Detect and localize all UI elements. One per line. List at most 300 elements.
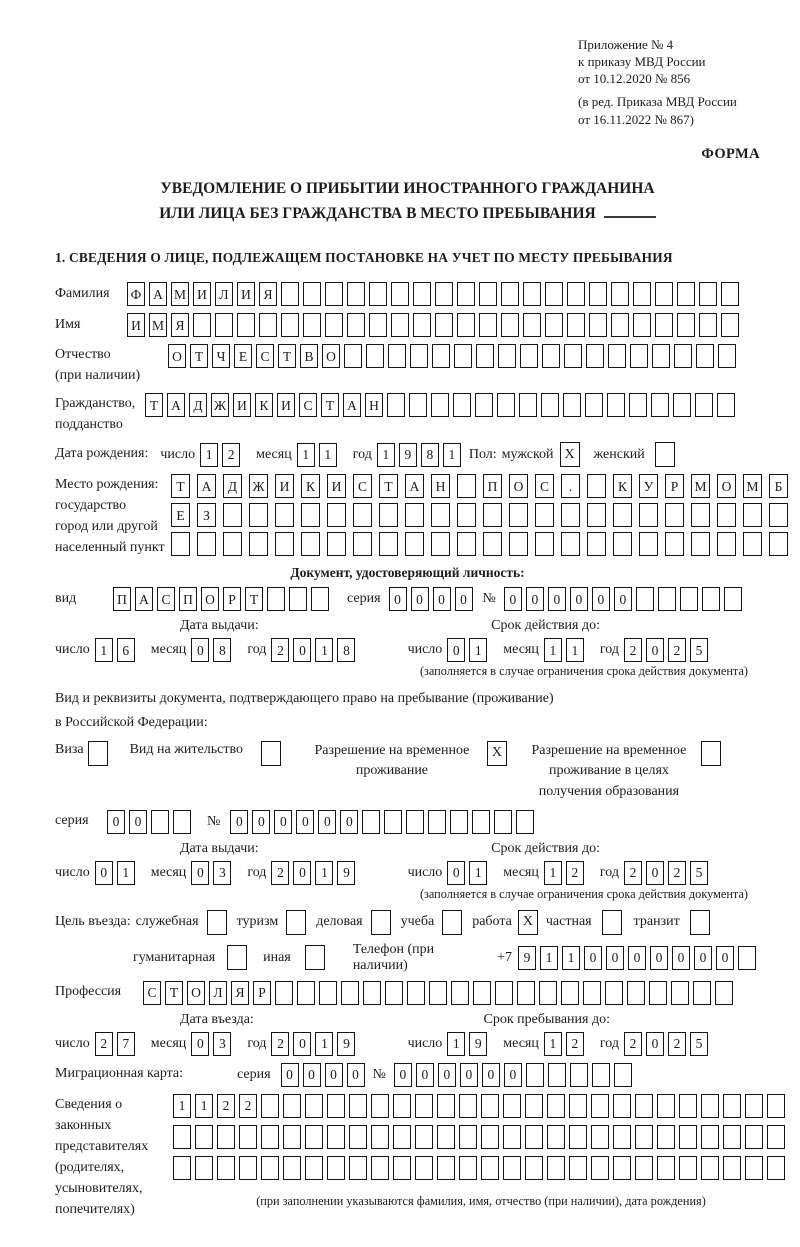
char-box[interactable] bbox=[453, 393, 471, 417]
char-box[interactable] bbox=[561, 503, 580, 527]
char-box[interactable] bbox=[679, 1125, 697, 1149]
char-box[interactable]: 1 bbox=[315, 861, 333, 885]
char-box[interactable] bbox=[327, 503, 346, 527]
char-box[interactable] bbox=[435, 282, 453, 306]
char-box[interactable] bbox=[649, 981, 667, 1005]
char-box[interactable] bbox=[391, 282, 409, 306]
char-box[interactable] bbox=[193, 313, 211, 337]
char-box[interactable]: Я bbox=[171, 313, 189, 337]
char-box[interactable] bbox=[413, 313, 431, 337]
char-box[interactable] bbox=[223, 532, 242, 556]
char-box[interactable] bbox=[428, 810, 446, 834]
char-box[interactable]: 0 bbox=[340, 810, 358, 834]
char-box[interactable] bbox=[281, 313, 299, 337]
char-box[interactable] bbox=[237, 313, 255, 337]
char-box[interactable] bbox=[415, 1125, 433, 1149]
char-box[interactable] bbox=[413, 282, 431, 306]
char-box[interactable] bbox=[717, 393, 735, 417]
char-box[interactable] bbox=[366, 344, 384, 368]
char-box[interactable] bbox=[671, 981, 689, 1005]
char-box[interactable] bbox=[547, 1156, 565, 1180]
char-box[interactable] bbox=[569, 1125, 587, 1149]
char-box[interactable]: Я bbox=[231, 981, 249, 1005]
char-box[interactable]: З bbox=[197, 503, 216, 527]
char-box[interactable] bbox=[591, 1156, 609, 1180]
char-box[interactable] bbox=[717, 503, 736, 527]
char-box[interactable]: У bbox=[639, 474, 658, 498]
char-box[interactable] bbox=[457, 503, 476, 527]
char-box[interactable] bbox=[657, 1156, 675, 1180]
char-box[interactable] bbox=[569, 1094, 587, 1118]
char-box[interactable]: 1 bbox=[95, 638, 113, 662]
char-box[interactable]: 0 bbox=[592, 587, 610, 611]
char-box[interactable] bbox=[677, 282, 695, 306]
char-box[interactable]: Е bbox=[171, 503, 190, 527]
char-box[interactable] bbox=[217, 1125, 235, 1149]
char-box[interactable] bbox=[613, 1094, 631, 1118]
char-box[interactable]: К bbox=[613, 474, 632, 498]
char-box[interactable] bbox=[275, 981, 293, 1005]
char-box[interactable] bbox=[674, 344, 692, 368]
char-box[interactable] bbox=[743, 532, 762, 556]
char-box[interactable] bbox=[347, 282, 365, 306]
char-box[interactable]: 0 bbox=[129, 810, 147, 834]
char-box[interactable] bbox=[459, 1156, 477, 1180]
char-box[interactable] bbox=[481, 1125, 499, 1149]
char-box[interactable]: М bbox=[691, 474, 710, 498]
char-box[interactable]: 0 bbox=[614, 587, 632, 611]
char-box[interactable] bbox=[415, 1156, 433, 1180]
char-box[interactable] bbox=[409, 393, 427, 417]
char-box[interactable]: Т bbox=[145, 393, 163, 417]
char-box[interactable] bbox=[379, 532, 398, 556]
char-box[interactable]: Д bbox=[223, 474, 242, 498]
char-box[interactable]: 0 bbox=[548, 587, 566, 611]
char-box[interactable] bbox=[501, 282, 519, 306]
char-box[interactable] bbox=[693, 981, 711, 1005]
char-box[interactable] bbox=[173, 1156, 191, 1180]
char-box[interactable] bbox=[301, 532, 320, 556]
char-box[interactable] bbox=[384, 810, 402, 834]
char-box[interactable] bbox=[239, 1125, 257, 1149]
sex-female-checkbox[interactable] bbox=[655, 442, 675, 467]
char-box[interactable] bbox=[589, 282, 607, 306]
char-box[interactable]: 1 bbox=[469, 861, 487, 885]
char-box[interactable] bbox=[475, 393, 493, 417]
char-box[interactable] bbox=[614, 1063, 632, 1087]
char-box[interactable]: 2 bbox=[624, 861, 642, 885]
char-box[interactable]: 0 bbox=[281, 1063, 299, 1087]
char-box[interactable]: 1 bbox=[319, 443, 337, 467]
char-box[interactable]: 2 bbox=[239, 1094, 257, 1118]
char-box[interactable] bbox=[327, 1125, 345, 1149]
char-box[interactable] bbox=[677, 313, 695, 337]
char-box[interactable] bbox=[261, 1156, 279, 1180]
char-box[interactable] bbox=[261, 1125, 279, 1149]
char-box[interactable] bbox=[745, 1094, 763, 1118]
char-box[interactable]: Ж bbox=[249, 474, 268, 498]
char-box[interactable]: Н bbox=[431, 474, 450, 498]
char-box[interactable] bbox=[301, 503, 320, 527]
char-box[interactable]: 1 bbox=[443, 443, 461, 467]
char-box[interactable]: 9 bbox=[337, 1032, 355, 1056]
char-box[interactable] bbox=[385, 981, 403, 1005]
char-box[interactable] bbox=[305, 1156, 323, 1180]
char-box[interactable]: 0 bbox=[482, 1063, 500, 1087]
char-box[interactable] bbox=[501, 313, 519, 337]
temp-residence-checkbox[interactable]: X bbox=[487, 741, 507, 766]
char-box[interactable]: Р bbox=[253, 981, 271, 1005]
char-box[interactable] bbox=[325, 282, 343, 306]
char-box[interactable] bbox=[349, 1156, 367, 1180]
purpose-business-checkbox[interactable] bbox=[371, 910, 391, 935]
char-box[interactable] bbox=[267, 587, 285, 611]
char-box[interactable]: И bbox=[193, 282, 211, 306]
char-box[interactable] bbox=[520, 344, 538, 368]
char-box[interactable] bbox=[327, 532, 346, 556]
char-box[interactable] bbox=[767, 1094, 785, 1118]
char-box[interactable] bbox=[651, 393, 669, 417]
char-box[interactable] bbox=[387, 393, 405, 417]
char-box[interactable] bbox=[696, 344, 714, 368]
char-box[interactable]: 1 bbox=[469, 638, 487, 662]
char-box[interactable] bbox=[589, 313, 607, 337]
char-box[interactable] bbox=[723, 1156, 741, 1180]
char-box[interactable]: 0 bbox=[694, 946, 712, 970]
char-box[interactable]: 0 bbox=[606, 946, 624, 970]
char-box[interactable] bbox=[261, 1094, 279, 1118]
char-box[interactable]: 5 bbox=[690, 1032, 708, 1056]
char-box[interactable] bbox=[173, 810, 191, 834]
char-box[interactable] bbox=[457, 282, 475, 306]
char-box[interactable]: 2 bbox=[95, 1032, 113, 1056]
char-box[interactable] bbox=[195, 1125, 213, 1149]
char-box[interactable]: 0 bbox=[447, 638, 465, 662]
char-box[interactable] bbox=[724, 587, 742, 611]
char-box[interactable]: 2 bbox=[624, 1032, 642, 1056]
char-box[interactable]: В bbox=[300, 344, 318, 368]
char-box[interactable]: 8 bbox=[213, 638, 231, 662]
char-box[interactable] bbox=[297, 981, 315, 1005]
char-box[interactable] bbox=[691, 532, 710, 556]
char-box[interactable]: А bbox=[405, 474, 424, 498]
char-box[interactable]: 0 bbox=[646, 638, 664, 662]
char-box[interactable]: 1 bbox=[315, 638, 333, 662]
char-box[interactable]: Б bbox=[769, 474, 788, 498]
char-box[interactable] bbox=[721, 282, 739, 306]
char-box[interactable]: И bbox=[233, 393, 251, 417]
char-box[interactable] bbox=[547, 1125, 565, 1149]
char-box[interactable]: П bbox=[113, 587, 131, 611]
char-box[interactable] bbox=[473, 981, 491, 1005]
char-box[interactable] bbox=[702, 587, 720, 611]
char-box[interactable] bbox=[767, 1156, 785, 1180]
char-box[interactable] bbox=[567, 282, 585, 306]
char-box[interactable]: С bbox=[535, 474, 554, 498]
char-box[interactable]: О bbox=[168, 344, 186, 368]
char-box[interactable] bbox=[223, 503, 242, 527]
char-box[interactable]: 0 bbox=[460, 1063, 478, 1087]
char-box[interactable]: О bbox=[509, 474, 528, 498]
char-box[interactable]: 0 bbox=[416, 1063, 434, 1087]
char-box[interactable]: 1 bbox=[195, 1094, 213, 1118]
char-box[interactable]: И bbox=[237, 282, 255, 306]
purpose-other-checkbox[interactable] bbox=[305, 945, 325, 970]
char-box[interactable] bbox=[717, 532, 736, 556]
char-box[interactable] bbox=[701, 1156, 719, 1180]
char-box[interactable] bbox=[665, 532, 684, 556]
char-box[interactable]: 1 bbox=[173, 1094, 191, 1118]
char-box[interactable] bbox=[655, 313, 673, 337]
char-box[interactable] bbox=[639, 532, 658, 556]
char-box[interactable]: 1 bbox=[297, 443, 315, 467]
char-box[interactable]: 2 bbox=[668, 638, 686, 662]
char-box[interactable]: С bbox=[157, 587, 175, 611]
char-box[interactable] bbox=[587, 532, 606, 556]
char-box[interactable]: 1 bbox=[562, 946, 580, 970]
char-box[interactable] bbox=[305, 1094, 323, 1118]
char-box[interactable] bbox=[523, 282, 541, 306]
char-box[interactable]: П bbox=[179, 587, 197, 611]
char-box[interactable] bbox=[613, 532, 632, 556]
char-box[interactable] bbox=[673, 393, 691, 417]
char-box[interactable] bbox=[679, 1156, 697, 1180]
char-box[interactable] bbox=[701, 1125, 719, 1149]
char-box[interactable]: 0 bbox=[716, 946, 734, 970]
char-box[interactable] bbox=[613, 1156, 631, 1180]
char-box[interactable]: 2 bbox=[271, 638, 289, 662]
char-box[interactable] bbox=[592, 1063, 610, 1087]
purpose-tourism-checkbox[interactable] bbox=[286, 910, 306, 935]
char-box[interactable] bbox=[535, 503, 554, 527]
char-box[interactable]: С bbox=[353, 474, 372, 498]
char-box[interactable]: 9 bbox=[518, 946, 536, 970]
char-box[interactable] bbox=[743, 503, 762, 527]
char-box[interactable] bbox=[723, 1094, 741, 1118]
char-box[interactable] bbox=[437, 1125, 455, 1149]
char-box[interactable]: И bbox=[127, 313, 145, 337]
char-box[interactable]: . bbox=[561, 474, 580, 498]
char-box[interactable] bbox=[457, 474, 476, 498]
purpose-study-checkbox[interactable] bbox=[442, 910, 462, 935]
char-box[interactable]: Л bbox=[215, 282, 233, 306]
char-box[interactable] bbox=[483, 532, 502, 556]
char-box[interactable] bbox=[305, 1125, 323, 1149]
char-box[interactable]: И bbox=[277, 393, 295, 417]
char-box[interactable]: 1 bbox=[544, 861, 562, 885]
char-box[interactable] bbox=[437, 1094, 455, 1118]
purpose-private-checkbox[interactable] bbox=[602, 910, 622, 935]
char-box[interactable] bbox=[327, 1094, 345, 1118]
char-box[interactable]: 0 bbox=[504, 587, 522, 611]
char-box[interactable]: 1 bbox=[544, 638, 562, 662]
char-box[interactable] bbox=[738, 946, 756, 970]
char-box[interactable]: Т bbox=[171, 474, 190, 498]
char-box[interactable] bbox=[715, 981, 733, 1005]
char-box[interactable]: 2 bbox=[566, 861, 584, 885]
char-box[interactable] bbox=[476, 344, 494, 368]
char-box[interactable] bbox=[281, 282, 299, 306]
char-box[interactable] bbox=[569, 1156, 587, 1180]
char-box[interactable] bbox=[547, 1094, 565, 1118]
char-box[interactable]: 0 bbox=[646, 1032, 664, 1056]
char-box[interactable] bbox=[607, 393, 625, 417]
char-box[interactable] bbox=[415, 1094, 433, 1118]
char-box[interactable]: 0 bbox=[411, 587, 429, 611]
char-box[interactable]: М bbox=[743, 474, 762, 498]
char-box[interactable]: 5 bbox=[690, 638, 708, 662]
char-box[interactable]: А bbox=[135, 587, 153, 611]
char-box[interactable]: 6 bbox=[117, 638, 135, 662]
char-box[interactable] bbox=[215, 313, 233, 337]
char-box[interactable] bbox=[239, 1156, 257, 1180]
char-box[interactable] bbox=[611, 313, 629, 337]
char-box[interactable] bbox=[379, 503, 398, 527]
char-box[interactable]: 1 bbox=[544, 1032, 562, 1056]
char-box[interactable]: К bbox=[255, 393, 273, 417]
char-box[interactable] bbox=[605, 981, 623, 1005]
char-box[interactable] bbox=[371, 1125, 389, 1149]
char-box[interactable]: А bbox=[197, 474, 216, 498]
char-box[interactable] bbox=[627, 981, 645, 1005]
char-box[interactable]: П bbox=[483, 474, 502, 498]
char-box[interactable]: 1 bbox=[315, 1032, 333, 1056]
char-box[interactable] bbox=[564, 344, 582, 368]
purpose-work-checkbox[interactable]: X bbox=[518, 910, 538, 935]
char-box[interactable]: 2 bbox=[217, 1094, 235, 1118]
char-box[interactable]: 0 bbox=[95, 861, 113, 885]
char-box[interactable]: К bbox=[301, 474, 320, 498]
char-box[interactable]: И bbox=[275, 474, 294, 498]
char-box[interactable] bbox=[587, 503, 606, 527]
char-box[interactable] bbox=[691, 503, 710, 527]
char-box[interactable] bbox=[639, 503, 658, 527]
char-box[interactable] bbox=[353, 532, 372, 556]
char-box[interactable] bbox=[457, 532, 476, 556]
char-box[interactable]: 0 bbox=[107, 810, 125, 834]
char-box[interactable] bbox=[769, 503, 788, 527]
purpose-official-checkbox[interactable] bbox=[207, 910, 227, 935]
char-box[interactable]: 0 bbox=[526, 587, 544, 611]
char-box[interactable] bbox=[635, 1094, 653, 1118]
char-box[interactable] bbox=[629, 393, 647, 417]
char-box[interactable] bbox=[567, 313, 585, 337]
char-box[interactable]: 0 bbox=[504, 1063, 522, 1087]
char-box[interactable] bbox=[699, 313, 717, 337]
char-box[interactable]: 0 bbox=[191, 1032, 209, 1056]
char-box[interactable]: 0 bbox=[293, 861, 311, 885]
char-box[interactable] bbox=[701, 1094, 719, 1118]
char-box[interactable] bbox=[283, 1094, 301, 1118]
char-box[interactable] bbox=[481, 1094, 499, 1118]
char-box[interactable] bbox=[523, 313, 541, 337]
char-box[interactable]: 0 bbox=[447, 861, 465, 885]
char-box[interactable]: 0 bbox=[389, 587, 407, 611]
char-box[interactable] bbox=[503, 1156, 521, 1180]
char-box[interactable]: 9 bbox=[469, 1032, 487, 1056]
char-box[interactable] bbox=[561, 981, 579, 1005]
char-box[interactable] bbox=[249, 503, 268, 527]
char-box[interactable]: 0 bbox=[303, 1063, 321, 1087]
char-box[interactable] bbox=[437, 1156, 455, 1180]
char-box[interactable] bbox=[283, 1156, 301, 1180]
purpose-transit-checkbox[interactable] bbox=[690, 910, 710, 935]
char-box[interactable] bbox=[479, 313, 497, 337]
char-box[interactable]: 8 bbox=[337, 638, 355, 662]
char-box[interactable] bbox=[563, 393, 581, 417]
char-box[interactable]: С bbox=[299, 393, 317, 417]
char-box[interactable]: 0 bbox=[230, 810, 248, 834]
char-box[interactable]: 0 bbox=[293, 638, 311, 662]
char-box[interactable] bbox=[407, 981, 425, 1005]
char-box[interactable]: 0 bbox=[296, 810, 314, 834]
char-box[interactable] bbox=[341, 981, 359, 1005]
char-box[interactable]: 2 bbox=[668, 1032, 686, 1056]
char-box[interactable]: М bbox=[149, 313, 167, 337]
char-box[interactable]: Т bbox=[321, 393, 339, 417]
char-box[interactable]: М bbox=[171, 282, 189, 306]
purpose-humanitarian-checkbox[interactable] bbox=[227, 945, 247, 970]
char-box[interactable]: 2 bbox=[271, 1032, 289, 1056]
char-box[interactable] bbox=[635, 1156, 653, 1180]
char-box[interactable] bbox=[591, 1094, 609, 1118]
char-box[interactable] bbox=[479, 282, 497, 306]
char-box[interactable]: 0 bbox=[191, 861, 209, 885]
char-box[interactable] bbox=[388, 344, 406, 368]
char-box[interactable]: 0 bbox=[646, 861, 664, 885]
char-box[interactable]: 1 bbox=[447, 1032, 465, 1056]
char-box[interactable]: Т bbox=[278, 344, 296, 368]
char-box[interactable]: Л bbox=[209, 981, 227, 1005]
char-box[interactable]: 0 bbox=[570, 587, 588, 611]
char-box[interactable]: 8 bbox=[421, 443, 439, 467]
char-box[interactable] bbox=[371, 1156, 389, 1180]
char-box[interactable]: 0 bbox=[650, 946, 668, 970]
char-box[interactable] bbox=[275, 503, 294, 527]
char-box[interactable]: Д bbox=[189, 393, 207, 417]
char-box[interactable] bbox=[652, 344, 670, 368]
char-box[interactable] bbox=[431, 532, 450, 556]
char-box[interactable] bbox=[541, 393, 559, 417]
char-box[interactable]: Ф bbox=[127, 282, 145, 306]
char-box[interactable]: 1 bbox=[117, 861, 135, 885]
char-box[interactable]: Н bbox=[365, 393, 383, 417]
char-box[interactable] bbox=[325, 313, 343, 337]
char-box[interactable] bbox=[695, 393, 713, 417]
char-box[interactable] bbox=[723, 1125, 741, 1149]
char-box[interactable] bbox=[393, 1094, 411, 1118]
char-box[interactable]: 9 bbox=[337, 861, 355, 885]
char-box[interactable] bbox=[459, 1094, 477, 1118]
char-box[interactable] bbox=[585, 393, 603, 417]
char-box[interactable] bbox=[435, 313, 453, 337]
char-box[interactable]: 0 bbox=[438, 1063, 456, 1087]
char-box[interactable] bbox=[275, 532, 294, 556]
char-box[interactable] bbox=[173, 1125, 191, 1149]
char-box[interactable] bbox=[195, 1156, 213, 1180]
char-box[interactable]: И bbox=[327, 474, 346, 498]
char-box[interactable] bbox=[583, 981, 601, 1005]
char-box[interactable] bbox=[349, 1094, 367, 1118]
char-box[interactable] bbox=[517, 981, 535, 1005]
char-box[interactable]: 0 bbox=[433, 587, 451, 611]
char-box[interactable] bbox=[362, 810, 380, 834]
char-box[interactable]: 3 bbox=[213, 1032, 231, 1056]
char-box[interactable] bbox=[767, 1125, 785, 1149]
char-box[interactable] bbox=[769, 532, 788, 556]
char-box[interactable] bbox=[633, 282, 651, 306]
char-box[interactable] bbox=[151, 810, 169, 834]
